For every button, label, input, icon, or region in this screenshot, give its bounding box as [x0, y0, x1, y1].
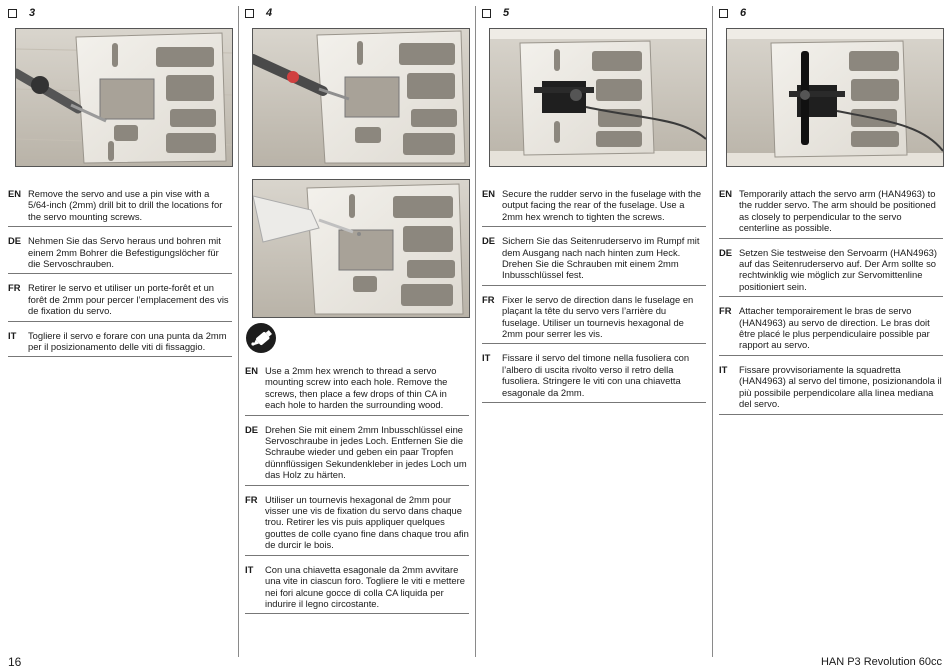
instruction-en: EN Secure the rudder servo in the fuselage with the output facing the rear of the fuselage. Use a 2mm hex wrench to tighten the screws.	[482, 185, 706, 227]
instruction-it: IT Togliere il servo e forare con una punta da 2mm per il posizionamento delle viti di fissaggio.	[8, 327, 232, 358]
step-4-column	[245, 0, 469, 654]
step-number: 3	[29, 7, 36, 19]
step-number: 4	[266, 7, 273, 19]
step-5-photo	[489, 28, 707, 167]
step-6-column	[719, 0, 943, 654]
ca-glue-bottle-icon	[245, 322, 277, 354]
instruction-fr: FR Fixer le servo de direction dans le fuselage en plaçant la tête du servo vers l’arrière du fuselage. Utiliser un tournevis hexagonal de 2mm pour serrer les vis.	[482, 291, 706, 345]
instruction-en: EN Remove the servo and use a pin vise with a 5/64-inch (2mm) drill bit to drill the locations for the servo mounting screws.	[8, 185, 232, 227]
step-3-header	[8, 6, 35, 20]
instruction-it: IT Fissare il servo del timone nella fusoliera con l’albero di uscita rivolto verso il retro della fusoliera. Stringere le viti con una chiavetta esagonale da 2mm.	[482, 349, 706, 403]
instruction-it: IT Fissare provvisoriamente la squadretta (HAN4963) al servo del timone, posizionandola il più possibile perpendicolare alla linea mediana del servo.	[719, 361, 943, 415]
page-number: 16	[8, 655, 22, 669]
manual-title: HAN P3 Revolution 60cc	[820, 656, 942, 668]
checkbox-icon[interactable]	[245, 9, 254, 18]
step-3-photo	[15, 28, 233, 167]
instruction-en: EN Temporarily attach the servo arm (HAN4963) to the rudder servo. The arm should be positioned as closely to perpendicular to the servo centerline as possible.	[719, 185, 943, 239]
step-3-column	[8, 0, 232, 654]
step-number: 5	[503, 7, 510, 19]
instruction-de: DE Nehmen Sie das Servo heraus und bohren mit einem 2mm Bohrer die Befestigungslöcher für die Servoschrauben.	[8, 232, 232, 274]
step-5-header	[482, 6, 509, 20]
instruction-fr: FR Retirer le servo et utiliser un porte-forêt et un forêt de 2mm pour percer l’emplacement des vis de fixation du servo.	[8, 279, 232, 321]
instruction-de: DE Sichern Sie das Seitenruderservo im Rumpf mit dem Ausgang nach nach hinten zum Heck. Drehen Sie die Schrauben mit einem 2mm Inbusschlüssel fest.	[482, 232, 706, 286]
step-5-column	[482, 0, 706, 654]
checkbox-icon[interactable]	[8, 9, 17, 18]
checkbox-icon[interactable]	[719, 9, 728, 18]
step-4-photo-top	[252, 28, 470, 167]
step-4-photo-bottom	[252, 179, 470, 318]
instruction-de: DE Drehen Sie mit einem 2mm Inbusschlüssel eine Servoschraube in jedes Loch. Entfernen Sie die Schraube wieder und geben ein paar Tropfen dünnflüssigen Sekundenkleber in jedes Loch um das Holz zu härten.	[245, 421, 469, 486]
step-6-header	[719, 6, 746, 20]
instruction-it: IT Con una chiavetta esagonale da 2mm avvitare una vite in ciascun foro. Togliere le viti e mettere nei fori alcune gocce di colla CA liquida per indurire il legno circostante.	[245, 561, 469, 615]
instruction-fr: FR Attacher temporairement le bras de servo (HAN4963) au servo de direction. Le bras doit être placé le plus perpendiculaire possible par rapport au servo.	[719, 302, 943, 356]
step-6-photo	[726, 28, 944, 167]
checkbox-icon[interactable]	[482, 9, 491, 18]
step-number: 6	[740, 7, 747, 19]
instruction-fr: FR Utiliser un tournevis hexagonal de 2mm pour visser une vis de fixation du servo dans chaque trou. Retirer les vis puis appliquer quelques gouttes de colle cyano fine dans chaque trou afin de durcir le bois.	[245, 491, 469, 556]
instruction-de: DE Setzen Sie testweise den Servoarm (HAN4963) auf das Seitenruderservo auf. Der Arm sollte so rechtwinklig wie möglich zur Servomittenline positioniert sein.	[719, 244, 943, 298]
instruction-en: EN Use a 2mm hex wrench to thread a servo mounting screw into each hole. Remove the screws, then place a few drops of thin CA in each hole to harden the surrounding wood.	[245, 362, 469, 416]
step-4-header	[245, 6, 272, 20]
